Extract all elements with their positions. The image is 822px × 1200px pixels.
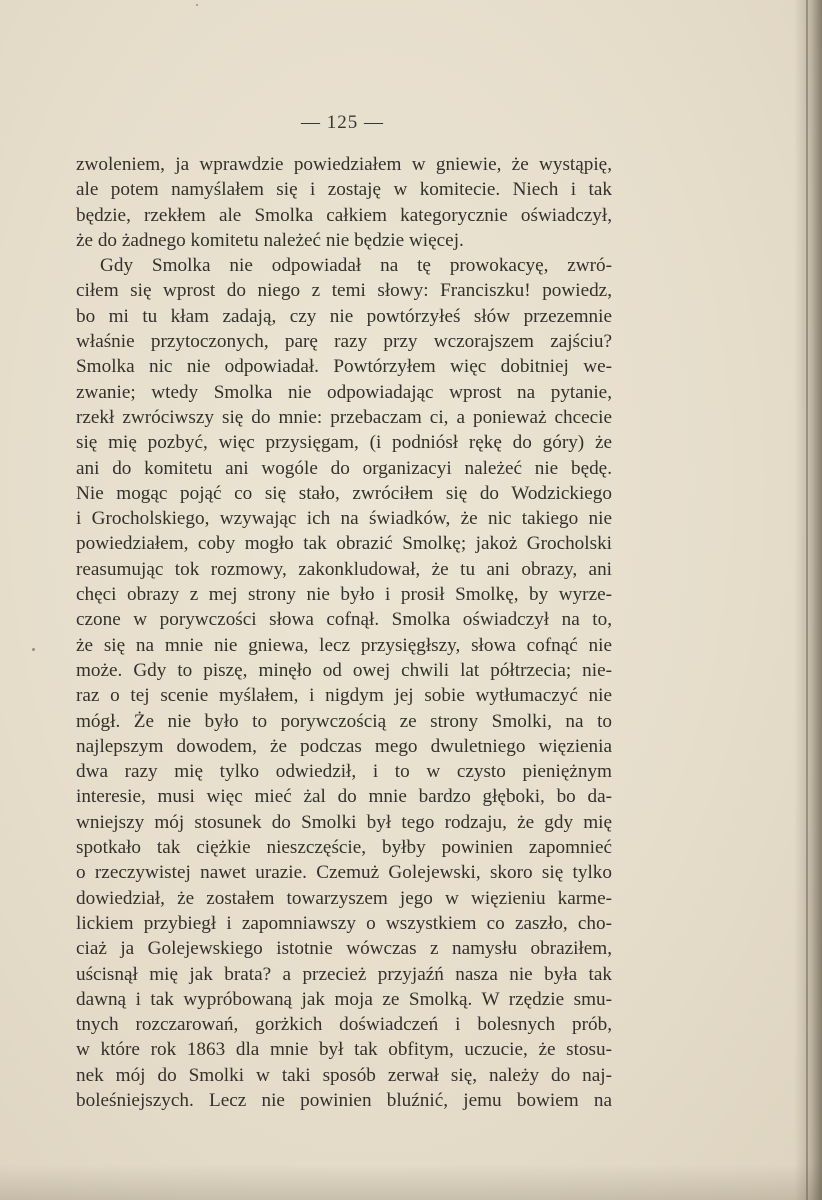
spine-shadow bbox=[794, 0, 822, 1200]
text-line: ciłem się wprost do niego z temi słowy: Franciszku! powiedz, bbox=[76, 280, 612, 302]
text-line: że do żadnego komitetu należeć nie będzie więcej. bbox=[76, 229, 464, 251]
text-line: ani do komitetu ani wogóle do organizacyi należeć nie będę. bbox=[76, 457, 612, 479]
text-line: dawną i tak wypróbowaną jak moja ze Smolką. W rzędzie smu- bbox=[76, 988, 612, 1010]
text-line: najlepszym dowodem, że podczas mego dwuletniego więzienia bbox=[76, 735, 612, 757]
text-line: boleśniejszych. Lecz nie powinien bluźnić, jemu bowiem na bbox=[76, 1089, 612, 1111]
text-line: rzekł zwróciwszy się do mnie: przebaczam ci, a ponieważ chcecie bbox=[76, 406, 612, 428]
text-line: o rzeczywistej nawet urazie. Czemuż Golejewski, skoro się tylko bbox=[76, 862, 612, 884]
text-line: zwanie; wtedy Smolka nie odpowiadając wprost na pytanie, bbox=[76, 381, 612, 403]
text-line: interesie, musi więc mieć żal do mnie bardzo głęboki, bo da- bbox=[76, 786, 612, 808]
text-line: w które rok 1863 dla mnie był tak obfitym, uczucie, że stosu- bbox=[76, 1039, 612, 1061]
text-line: chęci obrazy z mej strony nie było i prosił Smolkę, by wyrze- bbox=[76, 584, 612, 606]
text-line: spotkało tak ciężkie nieszczęście, byłby powinien zapomnieć bbox=[76, 837, 612, 859]
text-line: że się na mnie nie gniewa, lecz przysięgłszy, słowa cofnąć nie bbox=[76, 634, 612, 656]
paper-speck bbox=[196, 4, 198, 6]
body-text bbox=[76, 152, 612, 1113]
text-line: Smolka nic nie odpowiadał. Powtórzyłem więc dobitniej we- bbox=[76, 356, 612, 378]
page-number: — 125 — bbox=[301, 112, 384, 133]
paper-speck bbox=[32, 648, 35, 651]
text-line: czone w porywczości słowa cofnął. Smolka oświadczył na to, bbox=[76, 609, 612, 631]
text-line: nek mój do Smolki w taki sposób zerwał się, należy do naj- bbox=[76, 1064, 612, 1086]
text-line: bo mi tu kłam zadają, czy nie powtórzyłeś słów przezemnie bbox=[76, 305, 612, 327]
text-line: będzie, rzekłem ale Smolka całkiem kategorycznie oświadczył, bbox=[76, 204, 612, 226]
text-line: tnych rozczarowań, gorżkich doświadczeń i bolesnych prób, bbox=[76, 1014, 612, 1036]
text-line: dowiedział, że zostałem towarzyszem jego w więzieniu karme- bbox=[76, 887, 612, 909]
text-line: ciaż ja Golejewskiego istotnie wówczas z namysłu obraziłem, bbox=[76, 938, 612, 960]
spine-edge bbox=[806, 0, 808, 1200]
text-line: powiedziałem, coby mogło tak obrazić Smolkę; jakoż Grocholski bbox=[76, 533, 612, 555]
text-line: może. Gdy to piszę, minęło od owej chwili lat półtrzecia; nie- bbox=[76, 659, 612, 681]
text-line: reasumując tok rozmowy, zakonkludował, że tu ani obrazy, ani bbox=[76, 558, 612, 580]
text-line: ale potem namyślałem się i zostaję w komitecie. Niech i tak bbox=[76, 179, 612, 201]
page-bottom-edge bbox=[0, 1164, 822, 1200]
text-line: uścisnął mię jak brata? a przecież przyjaźń nasza nie była tak bbox=[76, 963, 612, 985]
text-line: się mię pozbyć, więc przysięgam, (i podniósł rękę do góry) że bbox=[76, 432, 612, 454]
text-line: wniejszy mój stosunek do Smolki był tego rodzaju, że gdy mię bbox=[76, 811, 612, 833]
text-line: Gdy Smolka nie odpowiadał na tę prowokacyę, zwró- bbox=[100, 255, 612, 277]
text-line: właśnie przytoczonych, parę razy przy wczorajszem zajściu? bbox=[76, 331, 612, 353]
text-line: raz o tej scenie myślałem, i nigdym jej sobie wytłumaczyć nie bbox=[76, 685, 612, 707]
text-line: lickiem przybiegł i zapomniawszy o wszystkiem co zaszło, cho- bbox=[76, 912, 612, 934]
text-line: i Grocholskiego, wzywając ich na świadków, że nic takiego nie bbox=[76, 508, 612, 530]
text-line: mógł. Że nie było to porywczością ze strony Smolki, na to bbox=[76, 710, 612, 732]
text-line: zwoleniem, ja wprawdzie powiedziałem w gniewie, że wystąpię, bbox=[76, 154, 612, 175]
text-line: dwa razy mię tylko odwiedził, i to w czysto pieniężnym bbox=[76, 761, 612, 783]
text-line: Nie mogąc pojąć co się stało, zwróciłem się do Wodzickiego bbox=[76, 482, 612, 504]
